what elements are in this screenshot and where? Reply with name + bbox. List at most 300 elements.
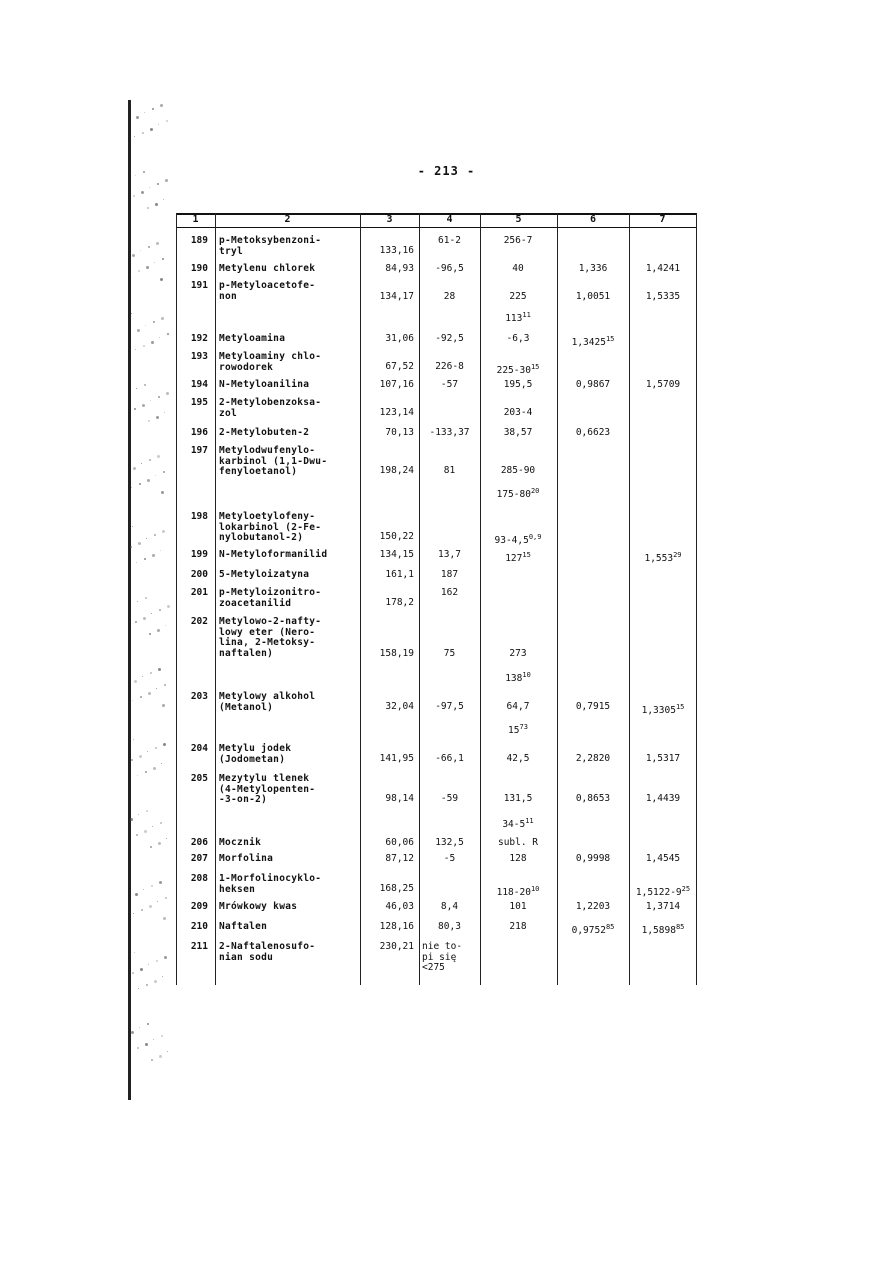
- cell-text: 175-80: [496, 489, 531, 501]
- cell-text: 198: [190, 511, 208, 522]
- scan-speck: [147, 207, 149, 209]
- cell-text: 2,2820: [575, 753, 611, 764]
- row-number: [178, 874, 208, 885]
- cell-text: 158,19: [379, 648, 414, 659]
- scan-speck: [154, 534, 156, 536]
- scan-speck: [162, 704, 165, 707]
- table-cell-c4: [422, 702, 477, 713]
- table-cell-c7: [632, 854, 694, 865]
- scan-speck: [166, 120, 168, 122]
- scan-speck: [136, 834, 138, 836]
- cell-text: 80,3: [438, 921, 461, 932]
- cell-text: -5: [443, 853, 456, 864]
- table-cell-c3: [362, 838, 414, 849]
- table-cell-c5: [483, 292, 553, 303]
- cell-text: 75: [443, 648, 456, 659]
- scan-speck: [139, 755, 142, 758]
- scan-speck: [138, 542, 141, 545]
- cell-text: Metyloamina: [219, 333, 286, 344]
- cell-text: 98,14: [385, 793, 414, 804]
- table-cell-c6: [560, 380, 626, 391]
- cell-text: 34-5: [502, 819, 526, 831]
- row-number: [178, 352, 208, 363]
- scan-speck: [142, 404, 145, 407]
- cell-text: -59: [440, 793, 459, 804]
- scan-speck: [156, 242, 159, 245]
- cell-text: 190: [190, 263, 208, 274]
- row-number: [178, 570, 208, 581]
- compound-name: [219, 380, 359, 391]
- header-cell: 3: [386, 214, 393, 225]
- compound-name: [219, 281, 359, 302]
- scan-speck: [137, 329, 140, 332]
- scan-speck: [138, 270, 140, 272]
- cell-text: 194: [190, 379, 208, 390]
- superscript: 73: [519, 723, 528, 731]
- scan-speck: [137, 1047, 139, 1049]
- compound-name: [219, 550, 359, 561]
- table-cell-c3: [362, 264, 414, 275]
- table-cell-c7: [632, 264, 694, 275]
- cell-text: 0,7915: [575, 701, 611, 712]
- binding-edge: [108, 100, 168, 1100]
- table-cell-c4: [422, 649, 477, 660]
- table-cell-c3: [362, 754, 414, 765]
- cell-text: 207: [190, 853, 208, 864]
- compound-name: [219, 398, 359, 419]
- table-cell-c4: [422, 236, 477, 247]
- cell-text: N-Metyloanilina: [219, 379, 310, 390]
- cell-text: Metyloaminy chlo- rowodorek: [219, 351, 322, 373]
- table-cell-c6: [560, 292, 626, 303]
- cell-text: p-Metyloacetofe- non: [219, 280, 316, 302]
- scan-speck: [149, 187, 150, 188]
- table-cell-c6: [560, 922, 626, 937]
- table-cell-c6: [560, 264, 626, 275]
- scan-speck: [143, 889, 144, 890]
- superscript: 10: [530, 885, 540, 893]
- cell-text: 0,8653: [575, 793, 611, 804]
- compound-name: [219, 446, 359, 478]
- cell-text: 128,16: [379, 921, 414, 932]
- cell-text: p-Metyloizonitro- zoacetanilid: [219, 587, 322, 609]
- table-cell-c3: [362, 466, 414, 477]
- cell-text: 1,5898: [641, 925, 676, 937]
- scan-speck: [146, 538, 147, 539]
- cell-text: Morfolina: [219, 853, 274, 864]
- cell-text: Mrówkowy kwas: [219, 901, 298, 912]
- row-number: [178, 922, 208, 933]
- cell-text: Metylu jodek (Jodometan): [219, 743, 292, 765]
- table-cell-c5: [483, 408, 553, 419]
- scan-speck: [167, 1051, 168, 1052]
- cell-text: 196: [190, 427, 208, 438]
- scan-speck: [152, 108, 154, 110]
- table-cell-c6: [560, 754, 626, 765]
- table-cell-c5: [483, 334, 553, 345]
- scan-speck: [143, 617, 146, 620]
- scan-speck: [150, 846, 152, 848]
- table-cell-c5: [483, 466, 553, 477]
- row-number: [178, 428, 208, 439]
- table-cell-c7: [632, 754, 694, 765]
- scan-speck: [160, 550, 161, 551]
- row-number: [178, 398, 208, 409]
- cell-text: 202: [190, 616, 208, 627]
- scan-speck: [164, 684, 166, 686]
- row-number: [178, 550, 208, 561]
- row-number: [178, 380, 208, 391]
- scan-speck: [131, 313, 132, 314]
- compound-name: [219, 744, 359, 765]
- data-table: [176, 213, 697, 985]
- scan-speck: [157, 901, 158, 902]
- cell-text: 150,22: [379, 531, 414, 542]
- cell-text: 1,553: [644, 553, 674, 565]
- scan-speck: [152, 826, 153, 827]
- cell-text: 118-20: [496, 887, 531, 899]
- cell-text: 40: [512, 263, 524, 274]
- superscript: 85: [605, 923, 615, 931]
- cell-text: 198,24: [379, 465, 414, 476]
- table-cell-c7: [632, 380, 694, 391]
- header-cell: 5: [515, 214, 522, 225]
- cell-text: 0,9998: [575, 853, 611, 864]
- scan-speck: [158, 668, 161, 671]
- scan-speck: [153, 767, 156, 770]
- scan-speck: [155, 475, 156, 476]
- cell-text: -92,5: [435, 333, 464, 344]
- cell-text: nie to- pi się <275: [422, 941, 463, 973]
- cell-text: Metyloetylofeny- lokarbinol (2-Fe- nylobutanol-2): [219, 511, 322, 543]
- cell-text: 38,57: [503, 427, 533, 438]
- table-cell-c5: [483, 722, 553, 737]
- scan-speck: [156, 960, 158, 962]
- cell-text: 218: [509, 921, 527, 932]
- cell-text: 200: [190, 569, 208, 580]
- cell-text: 256-7: [503, 235, 533, 246]
- scan-speck: [153, 1039, 154, 1040]
- scan-speck: [134, 680, 137, 683]
- cell-text: 285-90: [500, 465, 536, 476]
- scan-speck: [166, 392, 169, 395]
- cell-text: 138: [505, 673, 523, 685]
- table-cell-c5: [483, 754, 553, 765]
- cell-text: 0,6623: [575, 427, 611, 438]
- scan-speck: [148, 692, 151, 695]
- scan-speck: [151, 885, 153, 887]
- scan-speck: [147, 751, 148, 752]
- table-cell-c7: [632, 922, 694, 937]
- cell-text: 2-Metylobenzoksa- zol: [219, 397, 322, 419]
- table-cell-c6: [560, 794, 626, 805]
- table-cell-c3: [362, 550, 414, 561]
- cell-text: Metylodwufenylo- karbinol (1,1-Dwu- fenyloetanol): [219, 445, 328, 477]
- scan-speck: [131, 1031, 134, 1034]
- scan-speck: [156, 688, 157, 689]
- header-cell: 1: [192, 214, 199, 225]
- cell-text: 134,17: [379, 291, 414, 302]
- scan-speck: [156, 416, 159, 419]
- table-cell-c4: [422, 854, 477, 865]
- row-number: [178, 236, 208, 247]
- cell-text: 273: [509, 648, 527, 659]
- compound-name: [219, 922, 359, 933]
- table-cell-c4: [422, 466, 477, 477]
- scan-speck: [162, 976, 163, 977]
- cell-text: Mezytylu tlenek (4-Metylopenten- -3-on-2): [219, 773, 316, 805]
- col-divider: [480, 213, 481, 985]
- scan-speck: [136, 562, 137, 563]
- table-cell-c5: [483, 649, 553, 660]
- cell-text: 123,14: [379, 407, 414, 418]
- scan-speck: [148, 246, 150, 248]
- cell-text: 84,93: [385, 263, 414, 274]
- table-cell-c7: [632, 902, 694, 913]
- scan-speck: [161, 763, 162, 764]
- cell-text: 1,4241: [645, 263, 681, 274]
- cell-text: 199: [190, 549, 208, 560]
- scan-speck: [133, 195, 135, 197]
- table-cell-c4: [422, 922, 477, 933]
- table-cell-c3: [362, 408, 414, 419]
- scan-speck: [131, 487, 132, 488]
- table-cell-c4: [422, 380, 477, 391]
- table-cell-c5: [483, 794, 553, 805]
- cell-text: -97,5: [435, 701, 464, 712]
- cell-text: 1,3425: [571, 337, 606, 349]
- scan-speck: [162, 530, 165, 533]
- table-cell-c3: [362, 702, 414, 713]
- table-cell-c4: [422, 794, 477, 805]
- scan-speck: [163, 743, 166, 746]
- cell-text: 205: [190, 773, 208, 784]
- table-cell-c5: [483, 532, 553, 547]
- compound-name: [219, 838, 359, 849]
- superscript: 15: [530, 363, 540, 371]
- cell-text: 230,21: [379, 941, 414, 952]
- table-cell-c3: [362, 598, 414, 609]
- scan-speck: [130, 100, 131, 101]
- scan-speck: [165, 897, 167, 899]
- cell-text: 46,03: [385, 901, 414, 912]
- table-cell-c7: [632, 702, 694, 717]
- cell-text: 1,2203: [575, 901, 611, 912]
- cell-text: 1,3305: [641, 705, 676, 717]
- cell-text: 1,4545: [645, 853, 681, 864]
- scan-speck: [146, 266, 149, 269]
- cell-text: 1,3714: [645, 901, 681, 912]
- cell-text: 1,5317: [645, 753, 681, 764]
- scan-speck: [161, 1035, 163, 1037]
- page-number: - 213 -: [417, 164, 476, 178]
- cell-text: 131,5: [503, 793, 533, 804]
- cell-text: 133,16: [379, 245, 414, 256]
- scan-speck: [162, 258, 164, 260]
- scan-speck: [157, 629, 160, 632]
- table-cell-c3: [362, 922, 414, 933]
- compound-name: [219, 570, 359, 581]
- cell-text: 81: [443, 465, 456, 476]
- header-cell: 6: [589, 214, 597, 225]
- compound-name: [219, 512, 359, 544]
- scan-speck: [141, 909, 143, 911]
- compound-name: [219, 264, 359, 275]
- table-cell-c4: [422, 264, 477, 275]
- scan-speck: [141, 463, 142, 464]
- cell-text: 1,4439: [645, 793, 681, 804]
- scan-speck: [154, 262, 155, 263]
- scan-speck: [136, 116, 139, 119]
- scan-speck: [139, 483, 141, 485]
- cell-text: 5-Metyloizatyna: [219, 569, 310, 580]
- superscript: 11: [522, 311, 531, 319]
- scan-speck: [159, 609, 161, 611]
- scan-speck: [137, 601, 138, 602]
- scan-speck: [135, 621, 137, 623]
- scan-speck: [145, 1043, 148, 1046]
- cell-text: 132,5: [435, 837, 464, 848]
- scan-speck: [145, 325, 146, 326]
- scan-speck: [139, 1027, 140, 1028]
- cell-text: 13,7: [438, 549, 461, 560]
- scan-speck: [135, 349, 136, 350]
- compound-name: [219, 874, 359, 895]
- table-cell-c7: [632, 884, 694, 899]
- cell-text: 201: [190, 587, 208, 598]
- superscript: 25: [681, 885, 691, 893]
- table-cell-c5: [483, 854, 553, 865]
- cell-text: 1-Morfolinocyklo- heksen: [219, 873, 322, 895]
- table-cell-c4: [422, 754, 477, 765]
- cell-text: 107,16: [379, 379, 414, 390]
- scan-speck: [158, 124, 159, 125]
- table-cell-c6: [560, 334, 626, 349]
- cell-text: 32,04: [385, 701, 414, 712]
- scan-speck: [163, 471, 165, 473]
- table-cell-c3: [362, 884, 414, 895]
- scan-speck: [153, 321, 155, 323]
- row-number: [178, 264, 208, 275]
- compound-name: [219, 854, 359, 865]
- table-cell-c4: [422, 292, 477, 303]
- cell-text: 191: [190, 280, 208, 291]
- table-cell-c6: [560, 428, 626, 439]
- compound-name: [219, 334, 359, 345]
- table-cell-c4: [422, 942, 477, 974]
- table-cell-c5: [483, 902, 553, 913]
- header-cell: 4: [446, 214, 453, 225]
- cell-text: 1,336: [578, 263, 608, 274]
- compound-name: [219, 902, 359, 913]
- scan-speck: [163, 917, 166, 920]
- col-divider: [176, 213, 177, 985]
- scan-speck: [154, 980, 157, 983]
- scan-speck: [145, 771, 147, 773]
- cell-text: 162: [440, 587, 459, 598]
- table-cell-c5: [483, 380, 553, 391]
- scan-speck: [161, 317, 164, 320]
- scan-speck: [133, 913, 134, 914]
- table-cell-c6: [560, 854, 626, 865]
- scan-speck: [161, 491, 164, 494]
- table-cell-c3: [362, 380, 414, 391]
- scan-speck: [134, 408, 136, 410]
- table-cell-c3: [362, 902, 414, 913]
- compound-name: [219, 692, 359, 713]
- scan-speck: [150, 128, 153, 131]
- scan-speck: [131, 759, 133, 761]
- row-number: [178, 942, 208, 953]
- scan-speck: [132, 254, 135, 257]
- scan-speck: [133, 739, 134, 740]
- cell-text: 31,06: [385, 333, 414, 344]
- scan-speck: [152, 554, 155, 557]
- table-cell-c5: [483, 550, 553, 565]
- scan-speck: [157, 183, 159, 185]
- scan-speck: [159, 1055, 162, 1058]
- compound-name: [219, 774, 359, 806]
- table-cell-c3: [362, 794, 414, 805]
- scan-speck: [132, 526, 133, 527]
- cell-text: -6,3: [506, 333, 530, 344]
- table-cell-c5: [483, 670, 553, 685]
- scan-speck: [151, 1059, 153, 1061]
- table-cell-c5: [483, 264, 553, 275]
- cell-text: 0,9867: [575, 379, 611, 390]
- compound-name: [219, 428, 359, 439]
- table-cell-c5: [483, 702, 553, 713]
- cell-text: Metylowy alkohol (Metanol): [219, 691, 316, 713]
- cell-text: Metylowo-2-nafty- lowy eter (Nero- lina, 2-Metoksy- naftalen): [219, 616, 322, 659]
- row-number: [178, 838, 208, 849]
- scan-speck: [147, 1023, 149, 1025]
- scan-speck: [164, 956, 167, 959]
- row-number: [178, 446, 208, 457]
- cell-text: 15: [508, 725, 520, 737]
- cell-text: -96,5: [435, 263, 464, 274]
- table-cell-c4: [422, 362, 477, 373]
- cell-text: N-Metyloformanilid: [219, 549, 328, 560]
- cell-text: 128: [509, 853, 527, 864]
- scan-speck: [164, 412, 165, 413]
- scan-speck: [140, 968, 143, 971]
- row-number: [178, 902, 208, 913]
- scan-speck: [155, 203, 158, 206]
- scan-speck: [160, 104, 163, 107]
- scan-speck: [143, 345, 145, 347]
- table-cell-c4: [422, 838, 477, 849]
- scan-speck: [166, 838, 167, 839]
- row-number: [178, 744, 208, 755]
- scan-speck: [160, 822, 162, 824]
- table-cell-c3: [362, 649, 414, 660]
- cell-text: 193: [190, 351, 208, 362]
- scan-speck: [160, 278, 163, 281]
- cell-text: 197: [190, 445, 208, 456]
- cell-text: 87,12: [385, 853, 414, 864]
- table-cell-c5: [483, 922, 553, 933]
- cell-text: 141,95: [379, 753, 414, 764]
- scan-speck: [167, 605, 170, 608]
- cell-text: 42,5: [506, 753, 530, 764]
- table-cell-c5: [483, 236, 553, 247]
- table-cell-c6: [560, 702, 626, 713]
- cell-text: 60,06: [385, 837, 414, 848]
- cell-text: 187: [440, 569, 459, 580]
- table-cell-c5: [483, 884, 553, 899]
- cell-text: 161,1: [385, 569, 414, 580]
